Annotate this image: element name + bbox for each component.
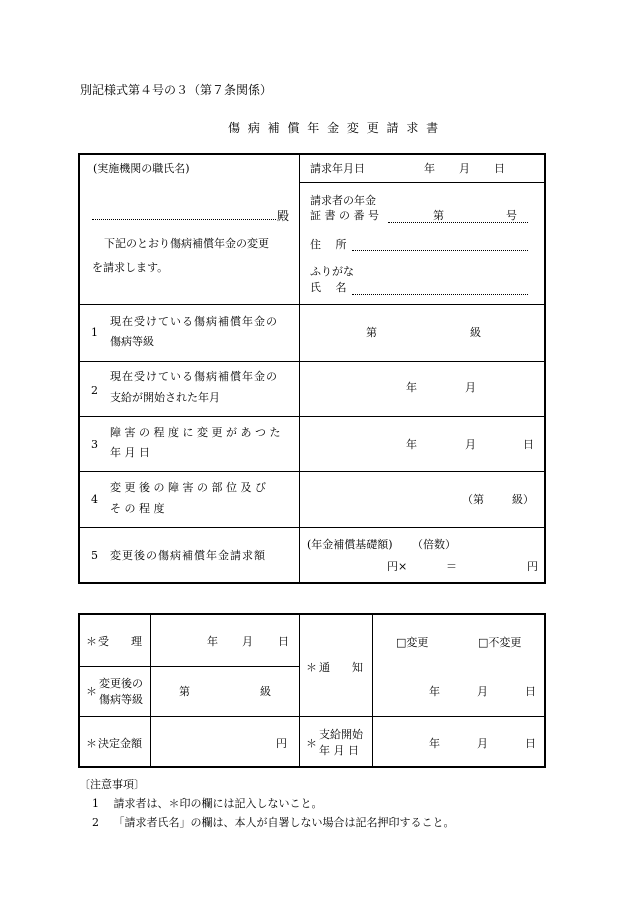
decision-label: 決定金額 <box>98 737 142 750</box>
changed-grade-label-1: 変更後の <box>99 677 143 690</box>
row-3-label-1: 障 害 の 程 度 に 変 更 が あ つ た <box>110 426 281 439</box>
page-title: 傷 病 補 償 年 金 変 更 請 求 書 <box>228 121 441 135</box>
row-3-year: 年 <box>406 438 417 451</box>
name-label: 氏 名 <box>310 281 347 294</box>
request-date-label: 請求年月日 <box>310 162 365 175</box>
institution-line[interactable] <box>92 219 276 220</box>
row-1-dai: 第 <box>366 326 377 339</box>
honorific: 殿 <box>277 209 290 223</box>
notice-label: 通 知 <box>319 661 363 674</box>
row-1-number: 1 <box>91 326 98 339</box>
row-3-number: 3 <box>91 438 98 451</box>
row-1-label-1: 現在受けている傷病補償年金の <box>110 315 278 328</box>
row-5-yen-times: 円× <box>387 560 408 573</box>
changed-grade-dai: 第 <box>179 685 190 698</box>
request-line-1: 下記のとおり傷病補償年金の変更 <box>104 237 269 250</box>
notes-heading: 〔注意事項〕 <box>79 778 145 791</box>
address-label: 住 所 <box>310 238 347 251</box>
pension-cert-line[interactable] <box>388 222 528 223</box>
name-line[interactable] <box>352 294 528 295</box>
request-date-month: 月 <box>459 162 470 175</box>
receipt-asterisk: ＊ <box>86 635 97 648</box>
receipt-year: 年 <box>207 635 218 648</box>
no-change-option[interactable]: □不変更 <box>478 636 522 649</box>
row-5-equals: ＝ <box>446 560 457 573</box>
payment-asterisk: ＊ <box>306 737 317 750</box>
request-date-year: 年 <box>424 162 435 175</box>
request-date-day: 日 <box>494 162 505 175</box>
payment-start-label-2: 年 月 日 <box>319 744 359 757</box>
row-5-yen: 円 <box>527 560 538 573</box>
pension-cert-gou: 号 <box>506 209 517 222</box>
row-5-base-label: (年金補償基礎額) <box>307 538 393 551</box>
row-1-kyu: 級 <box>470 326 481 339</box>
pension-cert-label-2: 証 書 の 番 号 <box>310 209 379 222</box>
row-5-multiplier-label: （倍数） <box>412 538 456 551</box>
row-2-label-2: 支給が開始された年月 <box>110 391 220 404</box>
request-line-2: を請求します。 <box>92 261 169 274</box>
row-2-year: 年 <box>406 381 417 394</box>
changed-grade-kyu: 級 <box>260 685 271 698</box>
notice-day: 日 <box>525 685 536 698</box>
change-option[interactable]: □変更 <box>396 636 429 649</box>
decision-asterisk: ＊ <box>86 737 97 750</box>
row-3-label-2: 年 月 日 <box>110 446 150 459</box>
receipt-label: 受 理 <box>98 635 142 648</box>
institution-label: (実施機関の職氏名) <box>93 162 190 175</box>
decision-yen: 円 <box>276 737 287 750</box>
row-1-label-2: 傷病等級 <box>110 335 154 348</box>
row-3-day: 日 <box>523 438 534 451</box>
payment-year: 年 <box>429 737 440 750</box>
note-item-2: 2 「請求者氏名」の欄は、本人が自署しない場合は記名押印すること。 <box>92 816 455 829</box>
address-line[interactable] <box>352 250 528 251</box>
receipt-day: 日 <box>278 635 289 648</box>
grade-asterisk: ＊ <box>86 685 97 698</box>
notice-month: 月 <box>477 685 488 698</box>
payment-start-label-1: 支給開始 <box>319 728 363 741</box>
changed-grade-label-2: 傷病等級 <box>99 693 143 706</box>
pension-cert-dai: 第 <box>433 209 444 222</box>
payment-month: 月 <box>477 737 488 750</box>
row-4-grade-close: 級） <box>512 493 534 506</box>
row-5-number: 5 <box>91 549 98 562</box>
notice-asterisk: ＊ <box>306 661 317 674</box>
notice-year: 年 <box>429 685 440 698</box>
row-4-number: 4 <box>91 493 98 506</box>
row-2-month: 月 <box>465 381 476 394</box>
row-2-label-1: 現在受けている傷病補償年金の <box>110 370 278 383</box>
row-3-month: 月 <box>465 438 476 451</box>
row-2-number: 2 <box>91 384 98 397</box>
note-item-1: 1 請求者は、＊印の欄には記入しないこと。 <box>92 797 323 810</box>
row-4-grade-open: （第 <box>462 493 484 506</box>
furigana-label: ふりがな <box>310 265 354 278</box>
row-5-label: 変更後の傷病補償年金請求額 <box>110 549 266 562</box>
row-4-label-2: そ の 程 度 <box>110 502 165 515</box>
payment-day: 日 <box>525 737 536 750</box>
form-id: 別記様式第４号の３（第７条関係） <box>80 83 273 97</box>
row-4-label-1: 変 更 後 の 障 害 の 部 位 及 び <box>110 481 266 494</box>
pension-cert-label-1: 請求者の年金 <box>310 194 376 207</box>
receipt-month: 月 <box>242 635 253 648</box>
